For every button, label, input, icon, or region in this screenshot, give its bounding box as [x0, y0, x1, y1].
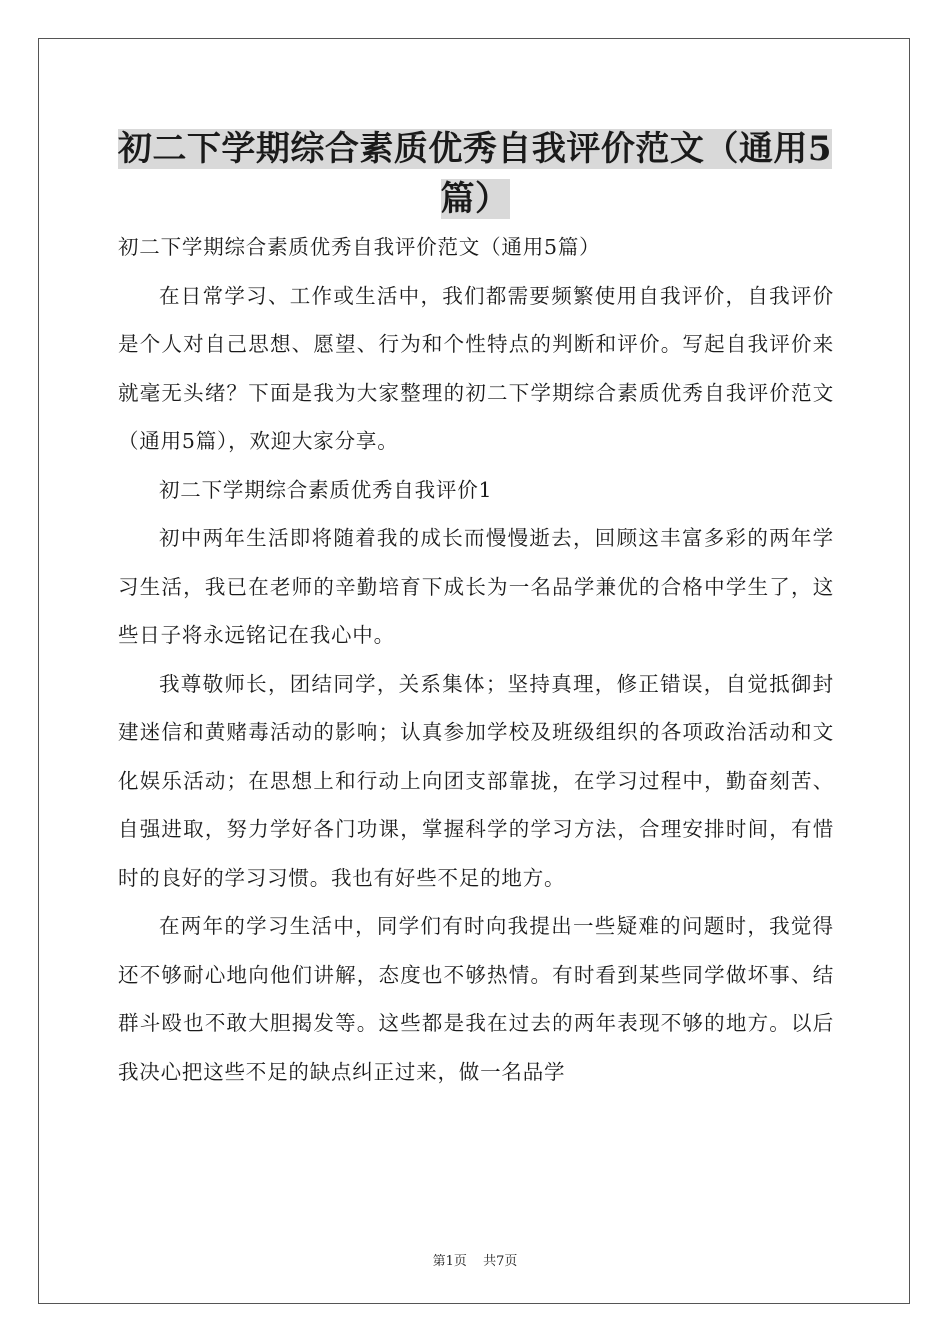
paragraph-body-1: 初中两年生活即将随着我的成长而慢慢逝去，回顾这丰富多彩的两年学习生活，我已在老师的辛勤培育下成长为一名品学兼优的合格中学生了，这些日子将永远铭记在我心中。 [118, 526, 834, 647]
document-title: 初二下学期综合素质优秀自我评价范文（通用5篇） [117, 129, 833, 219]
section-heading: 初二下学期综合素质优秀自我评价1 [159, 477, 493, 502]
document-title-block [100, 124, 850, 224]
paragraph-intro: 在日常学习、工作或生活中，我们都需要频繁使用自我评价，自我评价是个人对自己思想、愿望、行为和个性特点的判断和评价。写起自我评价来就毫无头绪？下面是我为大家整理的初二下学期综合素质优秀自我评价范文（通用5篇），欢迎大家分享。 [118, 283, 834, 453]
page-number: 第1页 [432, 1254, 467, 1269]
page-total: 共7页 [483, 1254, 518, 1269]
paragraph-body-2: 我尊敬师长，团结同学，关系集体；坚持真理，修正错误，自觉抵御封建迷信和黄赌毒活动的影响；认真参加学校及班级组织的各项政治活动和文化娱乐活动；在思想上和行动上向团支部靠拢，在学习过程中，勤奋刻苦、自强进取，努力学好各门功课，掌握科学的学习方法，合理安排时间，有惜时的良好的学习习惯。我也有好些不足的地方。 [118, 671, 834, 890]
paragraph-subtitle: 初二下学期综合素质优秀自我评价范文（通用5篇） [118, 235, 601, 259]
paragraph-body-3: 在两年的学习生活中，同学们有时向我提出一些疑难的问题时，我觉得还不够耐心地向他们讲解，态度也不够热情。有时看到某些同学做坏事、结群斗殴也不敢大胆揭发等。这些都是我在过去的两年表现不够的地方。以后我决心把这些不足的缺点纠正过来，做一名品学 [118, 914, 834, 1084]
document-body [118, 223, 834, 1096]
page-footer [0, 1250, 950, 1269]
